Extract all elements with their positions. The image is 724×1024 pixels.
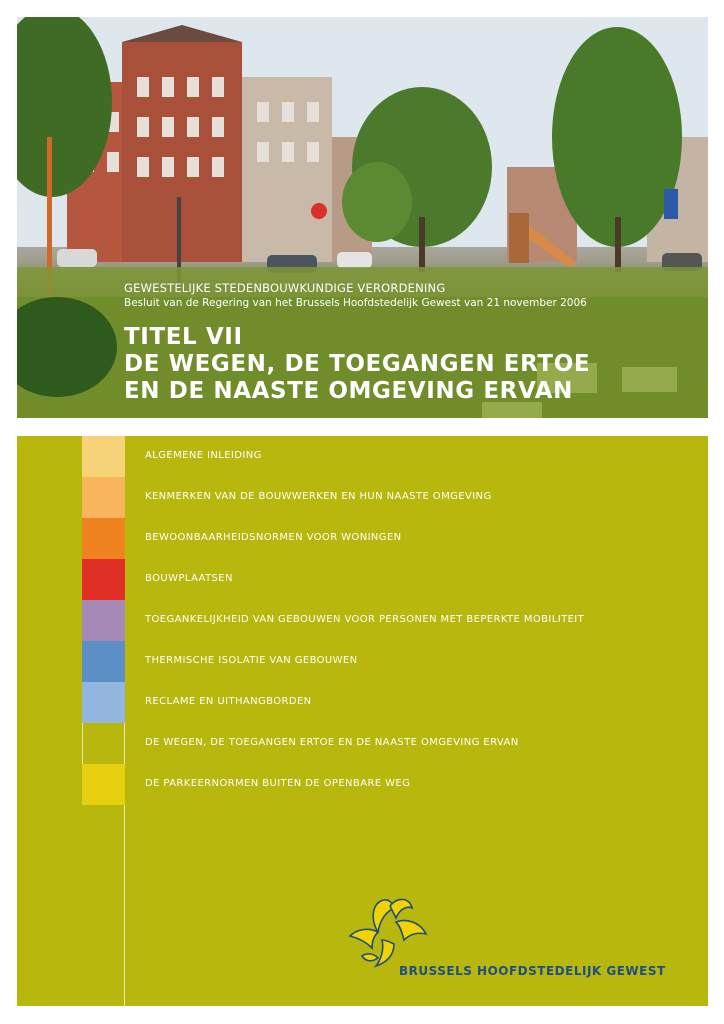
toc-item-reclame[interactable] — [82, 682, 692, 723]
brussels-region-logo — [342, 892, 697, 992]
toc-item-kenmerken-bouwwerken[interactable] — [82, 477, 692, 518]
toc-item-label: ALGEMENE INLEIDING — [145, 450, 262, 461]
color-swatch — [82, 723, 125, 764]
regulation-name: GEWESTELIJKE STEDENBOUWKUNDIGE VERORDENING — [124, 281, 446, 295]
color-swatch — [82, 600, 125, 641]
toc-item-label: DE WEGEN, DE TOEGANGEN ERTOE EN DE NAASTE OMGEVING ERVAN — [145, 737, 519, 748]
toc-item-toegankelijkheid[interactable] — [82, 600, 692, 641]
color-swatch — [82, 477, 125, 518]
toc-item-label: DE PARKEERNORMEN BUITEN DE OPENBARE WEG — [145, 778, 411, 789]
color-swatch — [82, 764, 125, 805]
logo-text: BRUSSELS HOOFDSTEDELIJK GEWEST — [399, 964, 666, 978]
title-line-3: EN DE NAASTE OMGEVING ERVAN — [124, 378, 574, 404]
color-swatch — [82, 436, 125, 477]
toc-item-label: THERMISCHE ISOLATIE VAN GEBOUWEN — [145, 655, 358, 666]
color-swatch — [82, 559, 125, 600]
title-line-2: DE WEGEN, DE TOEGANGEN ERTOE — [124, 351, 591, 377]
toc-item-label: TOEGANKELIJKHEID VAN GEBOUWEN VOOR PERSONEN MET BEPERKTE MOBILITEIT — [145, 614, 585, 625]
color-swatch — [82, 641, 125, 682]
toc-item-label: KENMERKEN VAN DE BOUWWERKEN EN HUN NAASTE OMGEVING — [145, 491, 492, 502]
title-line-1: TITEL VII — [124, 324, 243, 350]
cover-title-block — [124, 281, 694, 405]
toc-item-label: BEWOONBAARHEIDSNORMEN VOOR WONINGEN — [145, 532, 402, 543]
toc-item-label: RECLAME EN UITHANGBORDEN — [145, 696, 312, 707]
toc-item-bewoonbaarheidsnormen[interactable] — [82, 518, 692, 559]
contents-panel — [17, 436, 708, 1006]
cover-photo — [17, 17, 708, 418]
toc-item-bouwplaatsen[interactable] — [82, 559, 692, 600]
toc-item-thermische-isolatie[interactable] — [82, 641, 692, 682]
color-swatch — [82, 682, 125, 723]
toc-item-de-wegen[interactable] — [82, 723, 692, 764]
toc-item-label: BOUWPLAATSEN — [145, 573, 233, 584]
decree-reference: Besluit van de Regering van het Brussels Hoofdstedelijk Gewest van 21 november 2006 — [124, 297, 587, 309]
color-swatch — [82, 518, 125, 559]
toc-item-parkeernormen[interactable] — [82, 764, 692, 805]
toc-item-algemene-inleiding[interactable] — [82, 436, 692, 477]
